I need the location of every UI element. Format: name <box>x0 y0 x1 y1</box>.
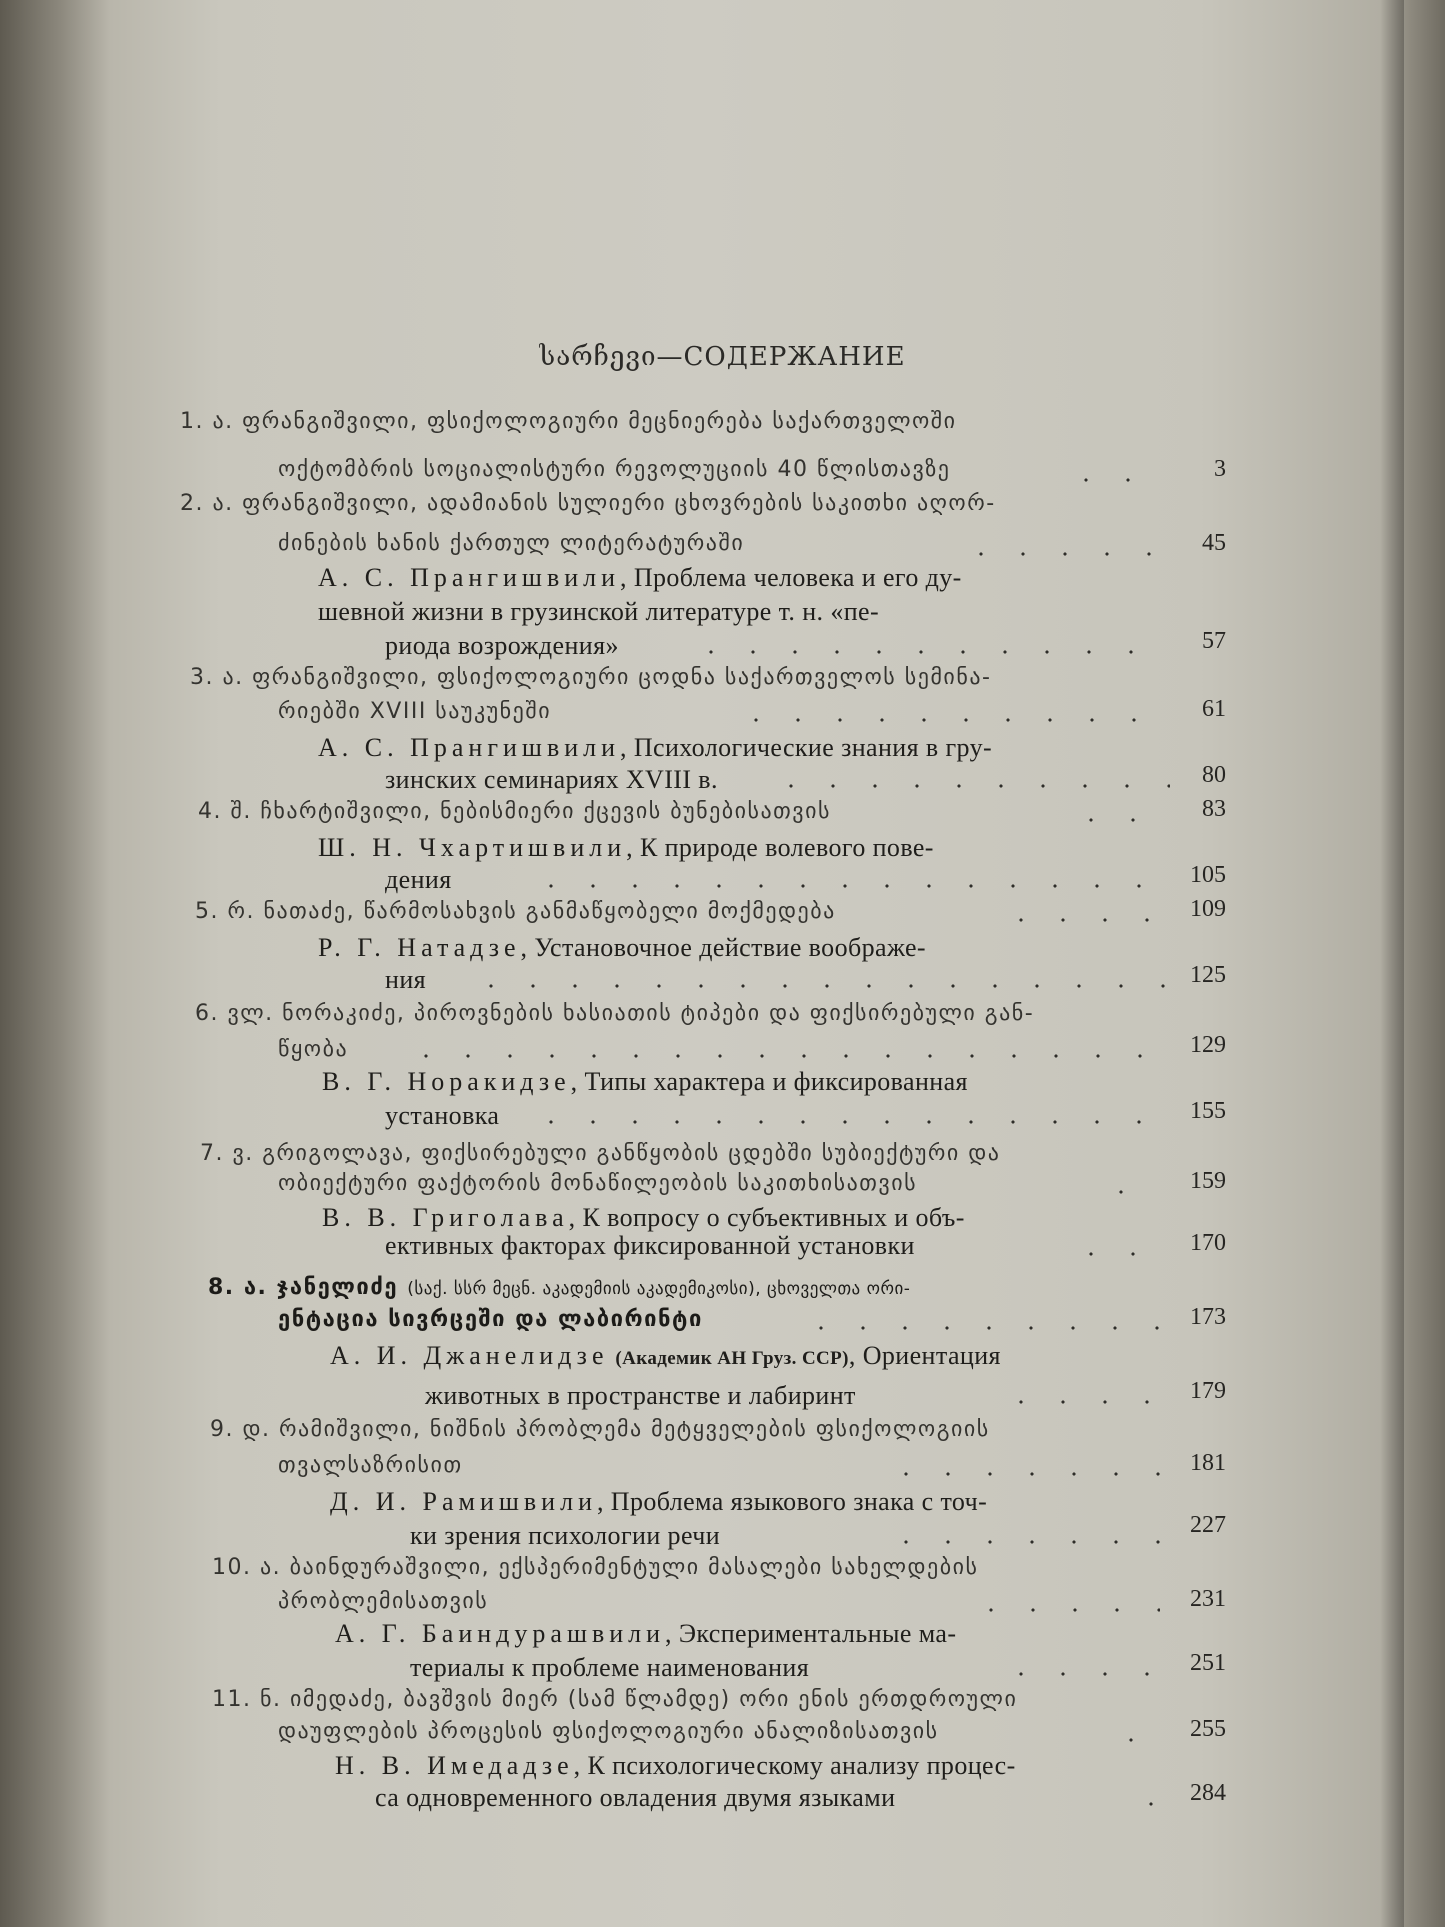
page-number: 45 <box>1202 530 1226 556</box>
toc-line: ენტაცია სივრცეში და ლაბირინტი <box>278 1307 703 1332</box>
toc-line: 3. ა. ფრანგიშვილი, ფსიქოლოგიური ცოდნა საქართველოს სემინა- <box>190 665 992 690</box>
toc-line: , Ориентация <box>848 1341 1001 1370</box>
toc-line: 10. ა. ბაინდურაშვილი, ექსპერიმენტული მასალები სახელდების <box>212 1555 979 1580</box>
toc-line: ния <box>385 965 426 994</box>
author-note: (Академик АН Груз. ССР) <box>615 1348 849 1369</box>
leader-dots <box>1000 1672 1160 1676</box>
page-number: 255 <box>1190 1716 1226 1742</box>
page-number: 155 <box>1190 1098 1226 1124</box>
leader-dots <box>1065 478 1160 482</box>
toc-line: ективных факторах фиксированной установки <box>385 1231 915 1260</box>
toc-line: 11. ნ. იმედაძე, ბავშვის მიერ (სამ წლამდე) ორი ენის ერთდროული <box>212 1687 1018 1712</box>
toc-line: 8. ა. ჯანელიძე <box>208 1275 399 1300</box>
leader-dots <box>960 552 1160 556</box>
toc-line: са одновременного овладения двумя языками <box>375 1783 896 1812</box>
author-name: Ш. Н. Чхартишвили <box>318 833 627 862</box>
page-number: 61 <box>1202 696 1226 722</box>
leader-dots <box>1070 1252 1160 1256</box>
toc-line: , Проблема языкового знака с точ- <box>596 1487 988 1516</box>
author-name: Н. В. Имедадзе <box>335 1751 574 1780</box>
author-name: А. С. Прангишвили <box>318 733 621 762</box>
toc-line: რიებში XVIII საუკუნეში <box>278 699 552 724</box>
author-name: А. С. Прангишвили <box>318 563 621 592</box>
toc-line: 6. ვლ. ნორაკიძე, პიროვნების ხასიათის ტიპები და ფიქსირებული გან- <box>195 1001 1035 1026</box>
page-number: 179 <box>1190 1378 1226 1404</box>
page-number: 80 <box>1202 762 1226 788</box>
toc-line: ობიექტური ფაქტორის მონაწილეობის საკითხისათვის <box>278 1171 918 1196</box>
page-number: 251 <box>1190 1650 1226 1676</box>
page-number: 231 <box>1190 1586 1226 1612</box>
page-number: 170 <box>1190 1230 1226 1256</box>
author-note: (საქ. სსრ მეცნ. აკადემიის აკადემიკოსი), ცხოველთა ორი- <box>407 1279 911 1299</box>
toc-line: 5. რ. ნათაძე, წარმოსახვის განმაწყობელი მოქმედება <box>195 899 836 924</box>
page-number: 159 <box>1190 1168 1226 1194</box>
author-name: В. Г. Норакидзе <box>322 1067 571 1096</box>
leader-dots <box>1070 818 1160 822</box>
toc-line: დაუფლების პროცესის ფსიქოლოგიური ანალიზისათვის <box>278 1719 939 1744</box>
toc-line: ძინების ხანის ქართულ ლიტერატურაში <box>278 531 745 556</box>
toc-line: , Типы характера и фиксированная <box>570 1067 968 1096</box>
toc-line: , Проблема человека и его ду- <box>620 563 962 592</box>
page-number: 129 <box>1190 1032 1226 1058</box>
toc-line: 9. დ. რამიშვილი, ნიშნის პრობლემა მეტყველების ფსიქოლოგიის <box>210 1417 990 1442</box>
toc-line: 4. შ. ჩხარტიშვილი, ნებისმიერი ქცევის ბუნებისათვის <box>198 799 831 824</box>
leader-dots <box>530 884 1170 888</box>
leader-dots <box>770 784 1170 788</box>
author-name: А. И. Джанелидзе <box>330 1341 609 1370</box>
toc-line: териалы к проблеме наименования <box>410 1653 810 1682</box>
toc-line: зинских семинариях XVIII в. <box>385 765 718 794</box>
toc-line: , К психологическому анализу процес- <box>573 1751 1016 1780</box>
author-name: Р. Г. Натадзе <box>318 933 521 962</box>
contents-title: სარჩევი—СОДЕРЖАНИЕ <box>539 342 906 372</box>
toc-line: ки зрения психологии речи <box>410 1521 721 1550</box>
toc-line: шевной жизни в грузинской литературе т. н. «пе- <box>318 597 880 626</box>
page-number: 125 <box>1190 962 1226 988</box>
toc-line: ოქტომბრის სოციალისტური რევოლუციის 40 წლისთავზე <box>278 457 951 482</box>
toc-line: წყობა <box>278 1037 349 1062</box>
leader-dots <box>1000 918 1160 922</box>
page-number: 57 <box>1202 628 1226 654</box>
toc-line: 1. ა. ფრანგიშვილი, ფსიქოლოგიური მეცნიერება საქართველოში <box>180 409 957 434</box>
toc-line: 2. ა. ფრანგიშვილი, ადამიანის სულიერი ცხოვრების საკითხი აღორ- <box>180 491 996 516</box>
toc-line: , К природе волевого пове- <box>626 833 934 862</box>
page-number: 173 <box>1190 1304 1226 1330</box>
toc-line: , Установочное действие воображе- <box>520 933 926 962</box>
leader-dots <box>530 1120 1170 1124</box>
toc-line: животных в пространстве и лабиринт <box>425 1381 856 1410</box>
leader-dots <box>970 1608 1160 1612</box>
toc-line: პრობლემისათვის <box>278 1589 489 1614</box>
toc-line: 7. ვ. გრიგოლავა, ფიქსირებული განწყობის ცდებში სუბიექტური და <box>200 1141 1001 1166</box>
toc-line: дения <box>385 865 452 894</box>
page-number: 227 <box>1190 1512 1226 1538</box>
leader-dots <box>405 1054 1165 1058</box>
toc-line: , Психологические знания в гру- <box>620 733 993 762</box>
leader-dots <box>885 1472 1160 1476</box>
page-number: 109 <box>1190 896 1226 922</box>
page-number: 105 <box>1190 862 1226 888</box>
page-number: 3 <box>1214 456 1226 482</box>
page-number: 284 <box>1190 1780 1226 1806</box>
toc-line: , Экспериментальные ма- <box>665 1619 957 1648</box>
toc-line: , К вопросу о субъективных и объ- <box>568 1203 965 1232</box>
author-name: А. Г. Баиндурашвили <box>335 1619 666 1648</box>
leader-dots <box>1000 1400 1160 1404</box>
author-name: В. В. Григолава <box>322 1203 569 1232</box>
leader-dots <box>885 1540 1165 1544</box>
leader-dots <box>690 650 1170 654</box>
page-number: 181 <box>1190 1450 1226 1476</box>
toc-line: თვალსაზრისით <box>278 1453 463 1478</box>
toc-line: риода возрождения» <box>385 631 619 660</box>
page-number: 83 <box>1202 796 1226 822</box>
author-name: Д. И. Рамишвили <box>330 1487 597 1516</box>
leader-dots <box>800 1326 1160 1330</box>
leader-dots <box>735 718 1155 722</box>
toc-line: установка <box>385 1101 500 1130</box>
leader-dots <box>470 984 1170 988</box>
